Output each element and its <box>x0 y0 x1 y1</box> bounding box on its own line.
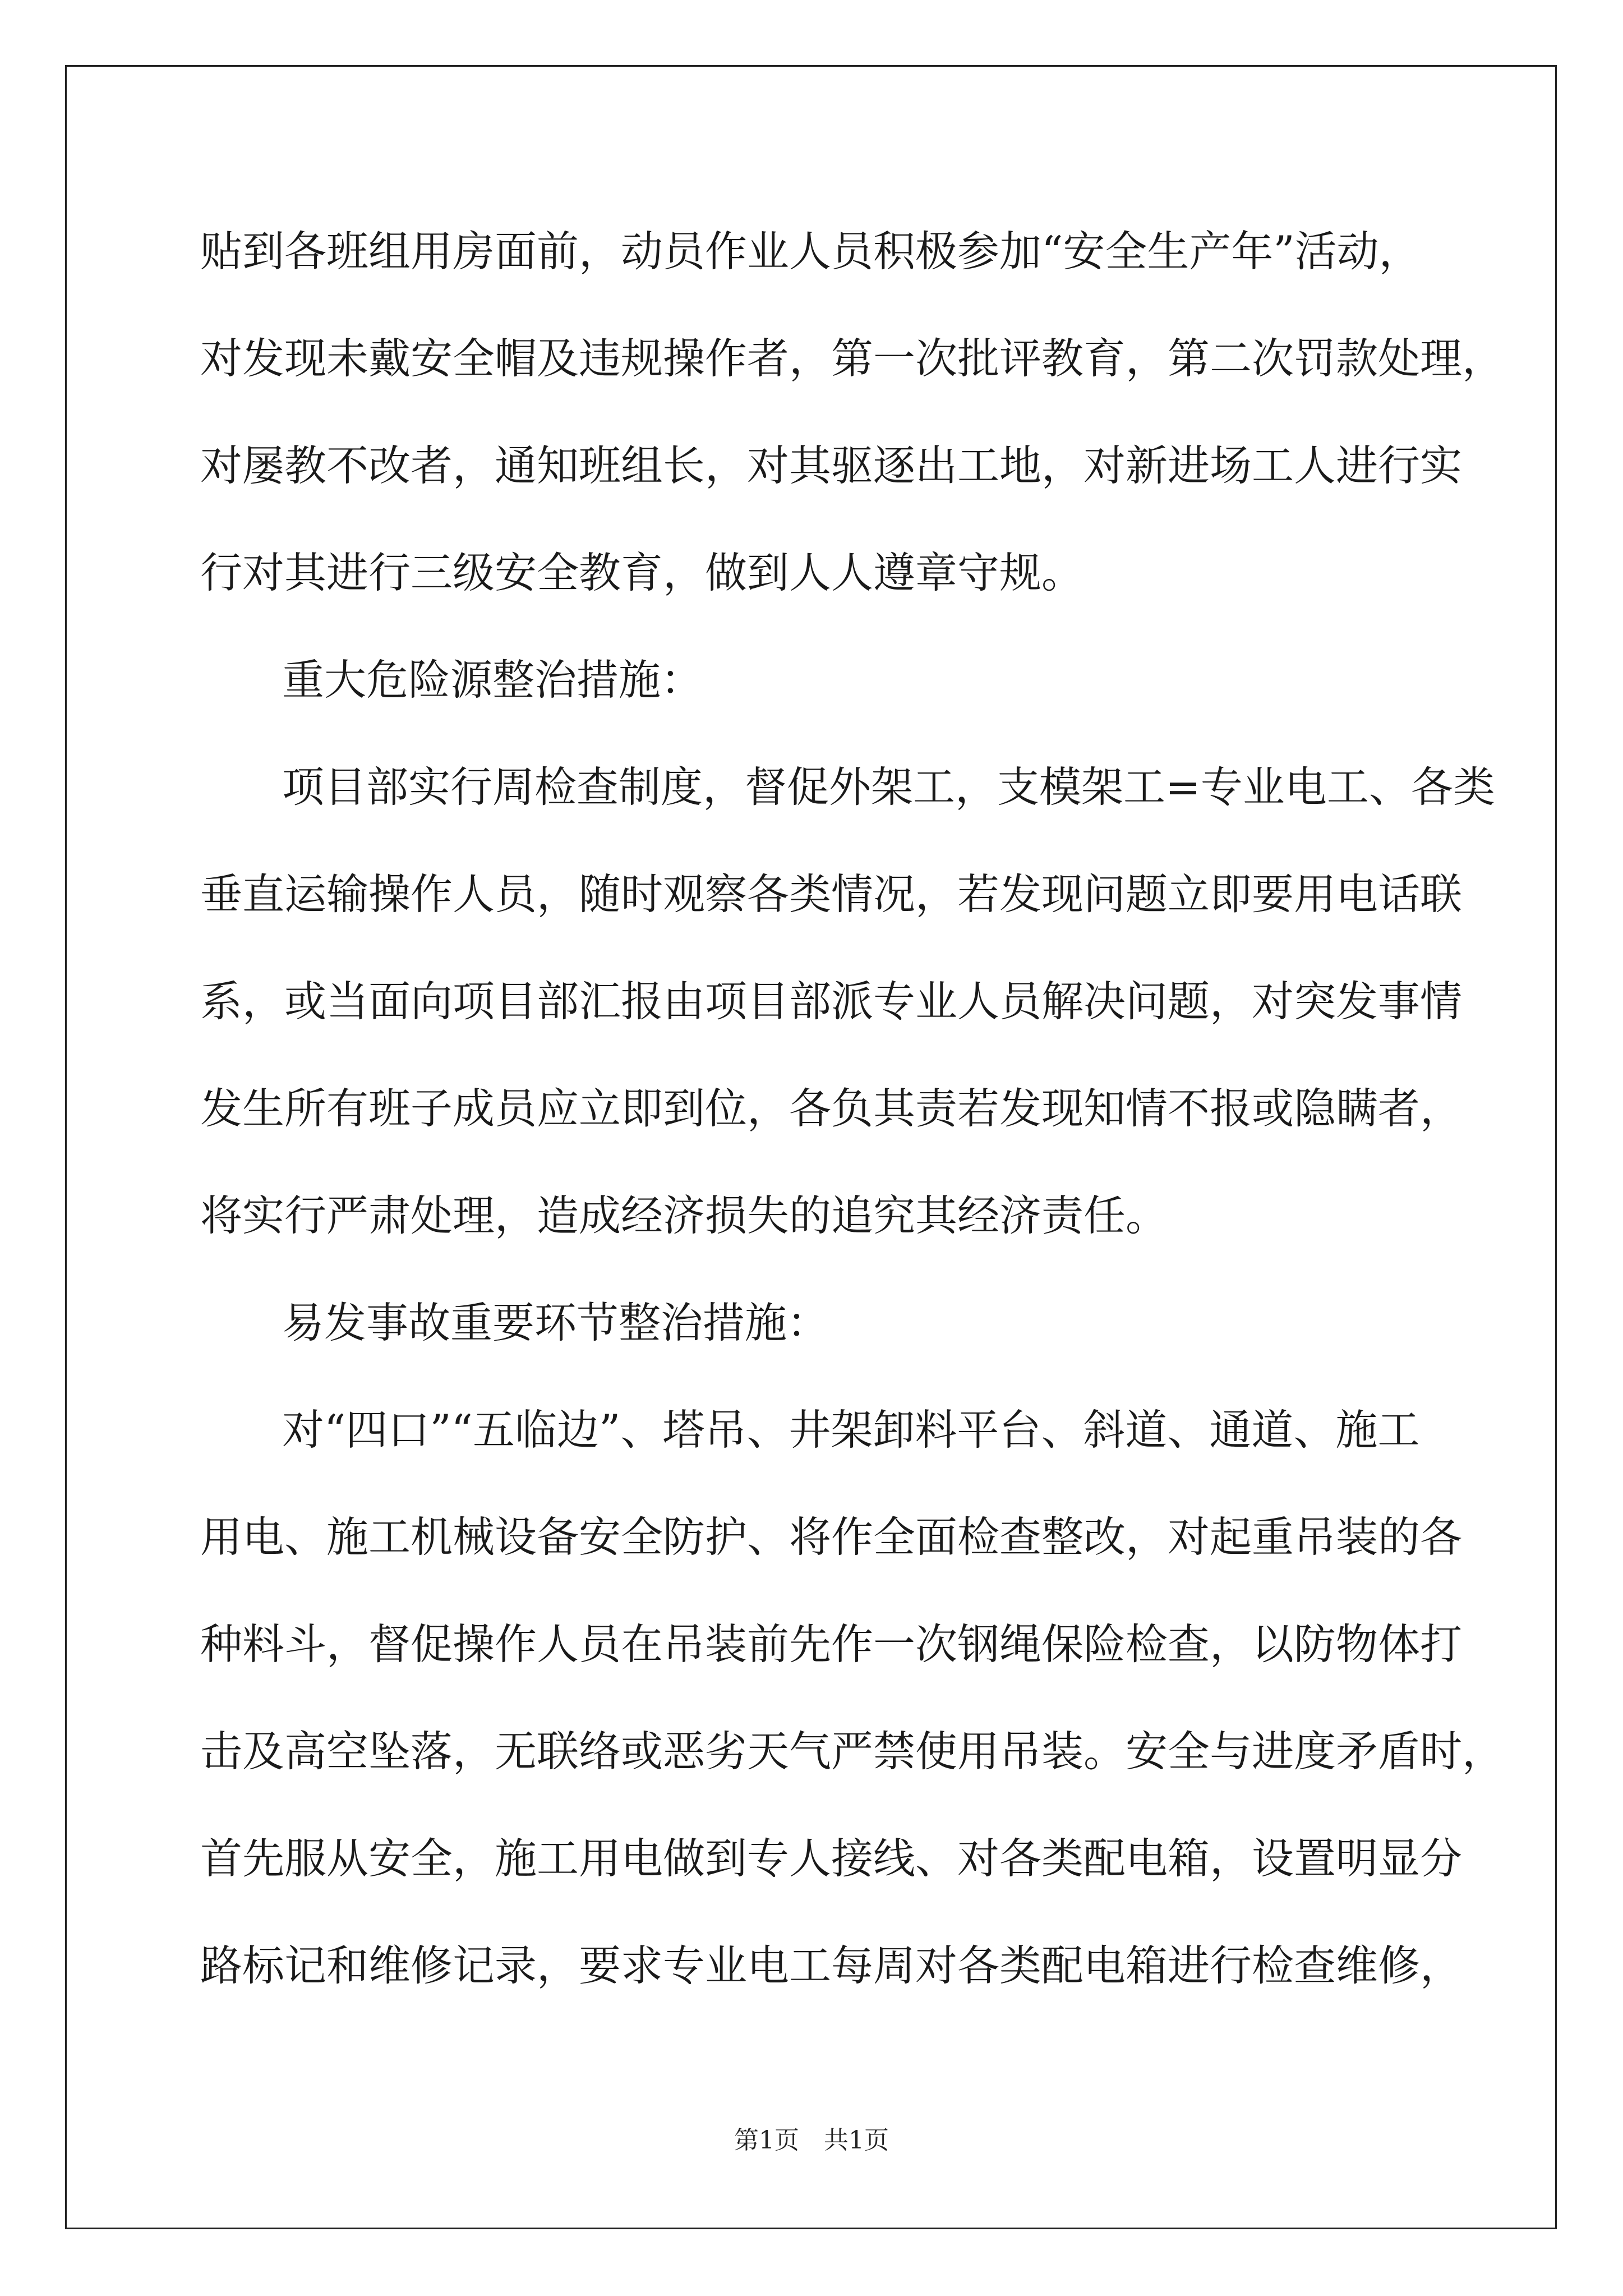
paragraph-line: 路标记和维修记录，要求专业电工每周对各类配电箱进行检查维修， <box>200 1941 1463 1990</box>
section-heading-major-hazards: 重大危险源整治措施： <box>282 655 703 705</box>
paragraph-line: 垂直运输操作人员，随时观察各类情况，若发现问题立即要用电话联 <box>200 869 1463 919</box>
paragraph-line: 发生所有班子成员应立即到位，各负其责若发现知情不报或隐瞒者， <box>200 1084 1463 1133</box>
paragraph-line: 种料斗，督促操作人员在吊装前先作一次钢绳保险检查，以防物体打 <box>200 1619 1463 1669</box>
paragraph-line: 行对其进行三级安全教育，做到人人遵章守规。 <box>200 548 1084 597</box>
paragraph-line: 对发现未戴安全帽及违规操作者，第一次批评教育，第二次罚款处理， <box>200 334 1505 383</box>
paragraph-line: 系，或当面向项目部汇报由项目部派专业人员解决问题，对突发事情 <box>200 977 1463 1026</box>
paragraph-line: 击及高空坠落，无联络或恶劣天气严禁使用吊装。安全与进度矛盾时， <box>200 1727 1505 1776</box>
paragraph-line: 对屡教不改者，通知班组长，对其驱逐出工地，对新进场工人进行实 <box>200 441 1463 490</box>
paragraph-line: 项目部实行周检查制度，督促外架工，支模架工=专业电工、各类 <box>282 762 1495 812</box>
paragraph-line: 首先服从安全，施工用电做到专人接线、对各类配电箱，设置明显分 <box>200 1834 1463 1883</box>
paragraph-line: 将实行严肃处理，造成经济损失的追究其经济责任。 <box>200 1191 1168 1240</box>
paragraph-line: 用电、施工机械设备安全防护、将作全面检查整改，对起重吊装的各 <box>200 1512 1463 1562</box>
paragraph-line: 对“四口”“五临边”、塔吊、井架卸料平台、斜道、通道、施工 <box>282 1405 1420 1455</box>
page-number-footer: 第1页 共1页 <box>734 2126 889 2155</box>
section-heading-accident-prone: 易发事故重要环节整治措施： <box>282 1298 829 1347</box>
paragraph-line: 贴到各班组用房面前，动员作业人员积极参加“安全生产年”活动， <box>200 227 1421 276</box>
